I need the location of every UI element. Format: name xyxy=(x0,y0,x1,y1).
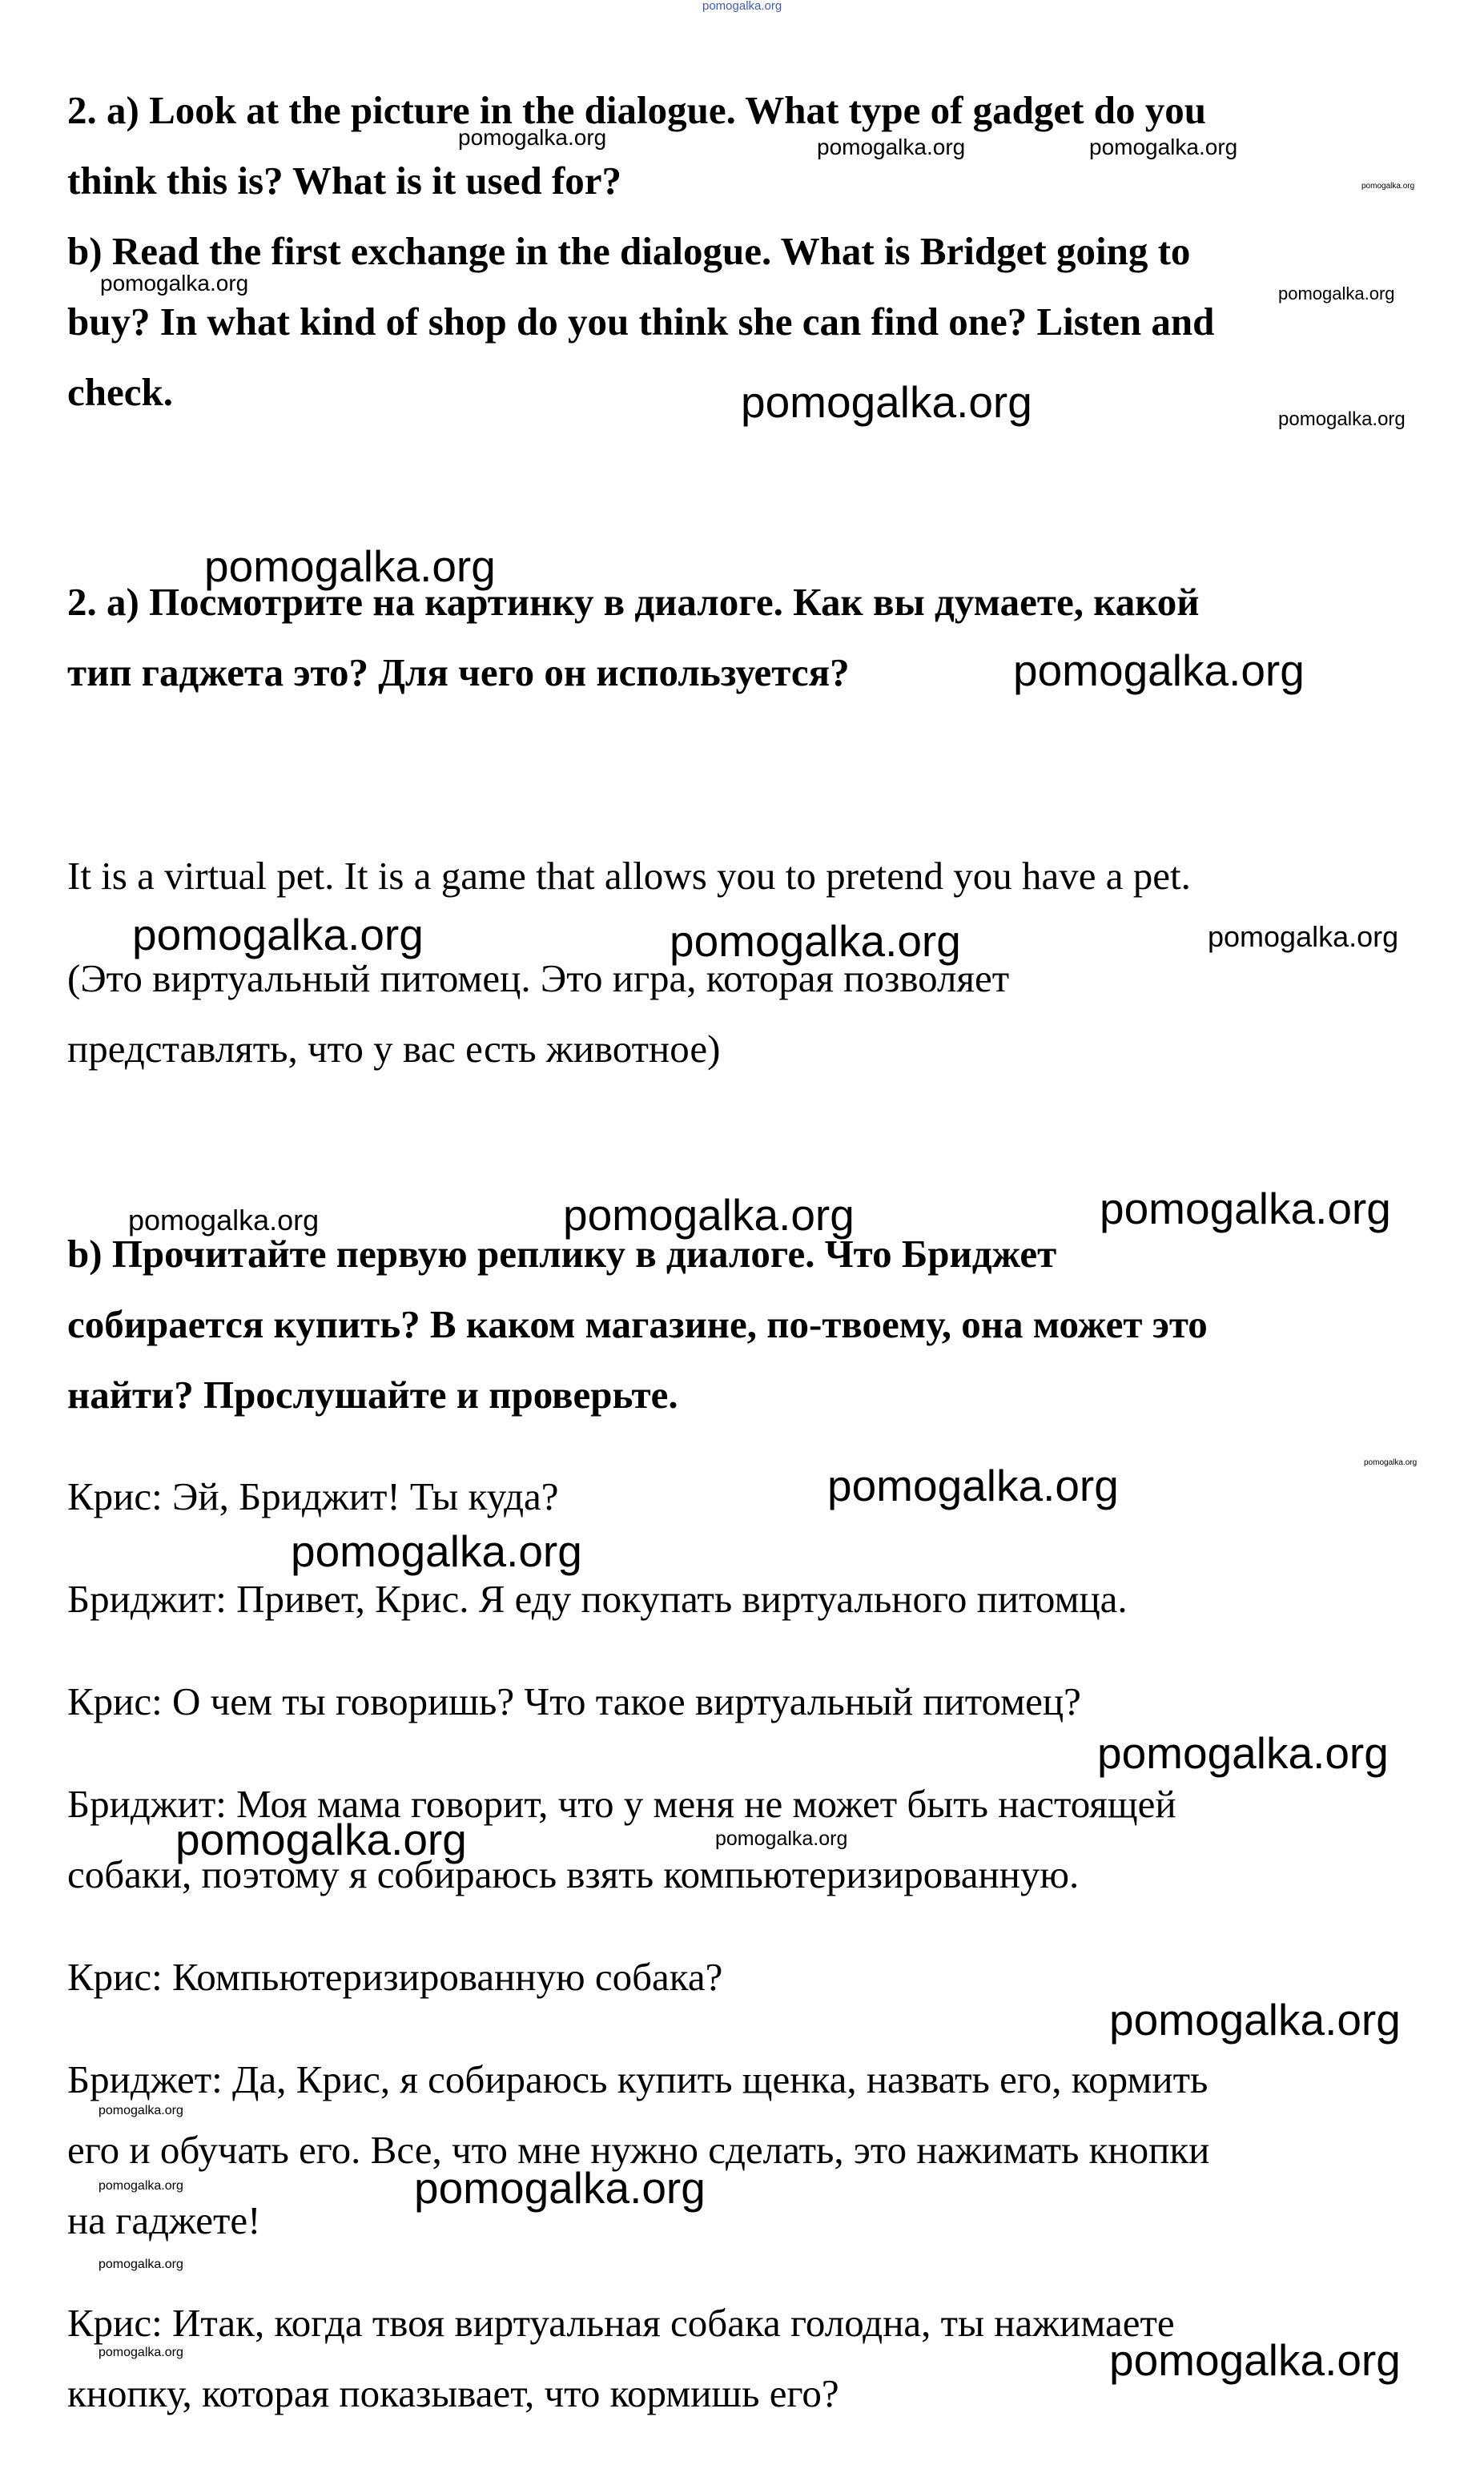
dialogue-line: Крис: Компьютеризированную собака? xyxy=(67,1955,723,1999)
dialogue-line: Бриджит: Моя мама говорит, что у меня не может быть настоящей xyxy=(67,1782,1176,1826)
task-b-ru-line: b) Прочитайте первую реплику в диалоге. Что Бриджет xyxy=(67,1232,1057,1276)
answer-a-line: It is a virtual pet. It is a game that allows you to pretend you have a pet. xyxy=(67,854,1191,898)
watermark: pomogalka.org xyxy=(563,1190,855,1240)
watermark: pomogalka.org xyxy=(99,2346,183,2359)
watermark-header: pomogalka.org xyxy=(702,0,782,13)
task-b-ru-line: собирается купить? В каком магазине, по-твоему, она может это xyxy=(67,1302,1208,1346)
dialogue-line: Бриджит: Привет, Крис. Я еду покупать виртуального питомца. xyxy=(67,1577,1128,1621)
watermark: pomogalka.org xyxy=(99,2104,183,2117)
dialogue-line: кнопку, которая показывает, что кормишь его? xyxy=(67,2371,839,2415)
dialogue-line: Крис: Эй, Бриджит! Ты куда? xyxy=(67,1474,559,1518)
dialogue-line: Бриджет: Да, Крис, я собираюсь купить щенка, назвать его, кормить xyxy=(67,2057,1209,2101)
dialogue-line: собаки, поэтому я собираюсь взять компьютеризированную. xyxy=(67,1852,1080,1896)
watermark: pomogalka.org xyxy=(715,1828,848,1850)
task-en-line: b) Read the first exchange in the dialogue. What is Bridget going to xyxy=(67,229,1191,273)
watermark: pomogalka.org xyxy=(128,1204,320,1236)
watermark: pomogalka.org xyxy=(1278,283,1395,304)
watermark: pomogalka.org xyxy=(175,1815,467,1864)
task-en-line: think this is? What is it used for? xyxy=(67,159,622,203)
task-en-line: check. xyxy=(67,370,173,414)
watermark: pomogalka.org xyxy=(204,541,496,591)
watermark: pomogalka.org xyxy=(99,2258,183,2271)
task-en-line: 2. a) Look at the picture in the dialogue. What type of gadget do you xyxy=(67,88,1206,132)
dialogue-line: Крис: О чем ты говоришь? Что такое виртуальный питомец? xyxy=(67,1679,1081,1723)
watermark: pomogalka.org xyxy=(1109,2335,1401,2385)
watermark: pomogalka.org xyxy=(132,910,424,959)
watermark: pomogalka.org xyxy=(458,125,607,150)
watermark: pomogalka.org xyxy=(414,2163,706,2213)
watermark: pomogalka.org xyxy=(741,377,1032,427)
watermark: pomogalka.org xyxy=(100,271,249,296)
dialogue-line: его и обучать его. Все, что мне нужно сделать, это нажимать кнопки xyxy=(67,2128,1210,2172)
watermark: pomogalka.org xyxy=(1100,1184,1391,1233)
watermark: pomogalka.org xyxy=(670,916,961,966)
answer-a-line: (Это виртуальный питомец. Это игра, которая позволяет xyxy=(67,956,1010,1000)
watermark: pomogalka.org xyxy=(1089,135,1238,159)
watermark: pomogalka.org xyxy=(291,1526,582,1576)
watermark: pomogalka.org xyxy=(1208,920,1399,953)
watermark: pomogalka.org xyxy=(1013,645,1305,695)
watermark: pomogalka.org xyxy=(1097,1728,1389,1778)
watermark: pomogalka.org xyxy=(1361,182,1415,191)
task-a-ru-line: 2. a) Посмотрите на картинку в диалоге. Как вы думаете, какой xyxy=(67,580,1200,624)
task-b-ru-line: найти? Прослушайте и проверьте. xyxy=(67,1373,678,1417)
watermark: pomogalka.org xyxy=(1109,1995,1401,2045)
dialogue-line: на гаджете! xyxy=(67,2198,261,2242)
watermark: pomogalka.org xyxy=(827,1461,1119,1510)
watermark: pomogalka.org xyxy=(817,135,966,159)
answer-a-line: представлять, что у вас есть животное) xyxy=(67,1027,721,1071)
task-a-ru-line: тип гаджета это? Для чего он используется? xyxy=(67,650,850,694)
watermark: pomogalka.org xyxy=(99,2179,183,2193)
watermark: pomogalka.org xyxy=(1364,1458,1418,1467)
task-en-line: buy? In what kind of shop do you think she can find one? Listen and xyxy=(67,300,1215,344)
watermark: pomogalka.org xyxy=(1278,408,1406,430)
dialogue-line: Крис: Итак, когда твоя виртуальная собака голодна, ты нажимаете xyxy=(67,2301,1175,2345)
